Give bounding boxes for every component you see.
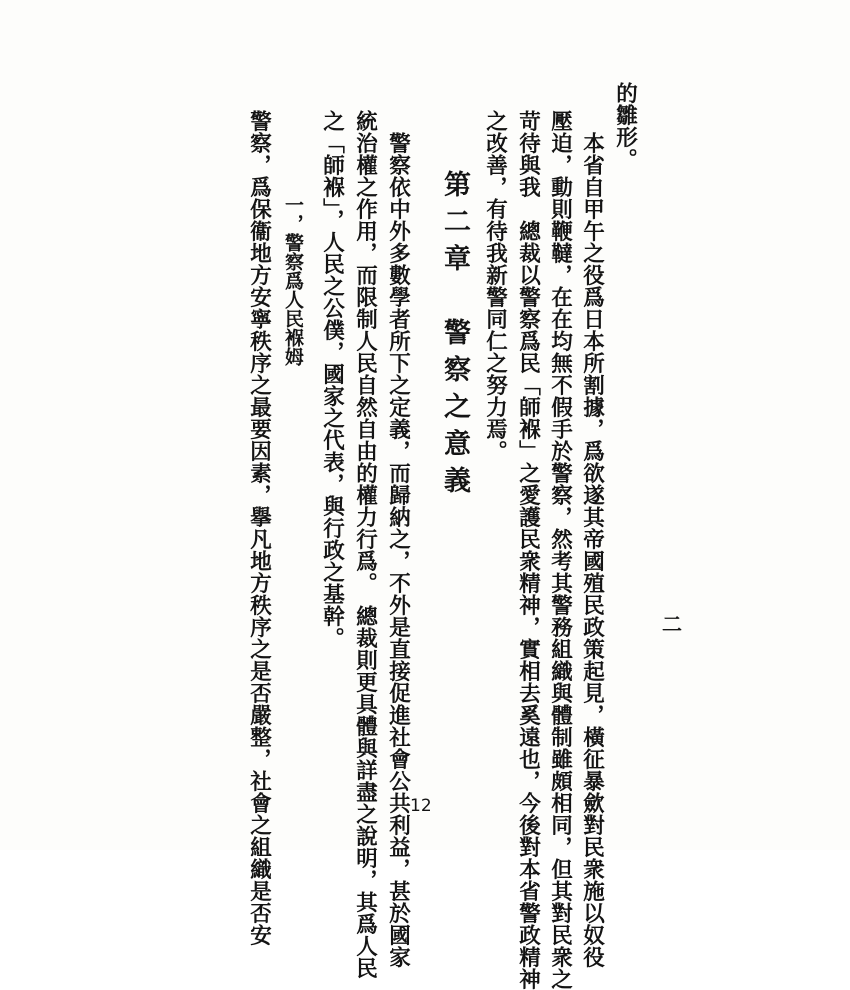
text-column-5: 之改善，有待我新警同仁之努力焉。 [482,110,508,462]
text-column-2: 本省自甲午之役爲日本所割據，爲欲遂其帝國殖民政策起見，橫征暴歛對民衆施以奴役 [579,110,605,968]
chapter-title: 第二章 警察之意義 [439,170,470,503]
text-column-8: 之「師褓」，人民之公僕，國家之代表，與行政之基幹。 [319,110,345,650]
text-column-3: 壓迫，動則鞭韃，在在均無不假手於警察，然考其警務組織與體制雖頗相同，但其對民衆之 [547,110,573,990]
text-column-6: 警察依中外多數學者所下之定義，而歸納之，不外是直接促進社會公共利益，甚於國家 [385,110,411,968]
text-column-9: 警察，爲保衞地方安寧秩序之最要因素，擧凡地方秩序之是否嚴整，社會之組織是否安 [246,110,272,946]
section-heading: 一，警察爲人民褓姆 [282,195,304,366]
page-number: 12 [410,796,432,816]
side-page-marker: 二 [662,612,682,636]
text-column-7: 統治權之作用，而限制人民自然自由的權力行爲。 總裁則更具體與詳盡之說明，其爲人民 [352,110,378,980]
text-column-1: 的雛形。 [612,82,638,170]
text-column-4: 苛待與我 總裁以警察爲民「師褓」之愛護民衆精神，實相去奚遠也，今後對本省警政精神 [515,110,541,990]
